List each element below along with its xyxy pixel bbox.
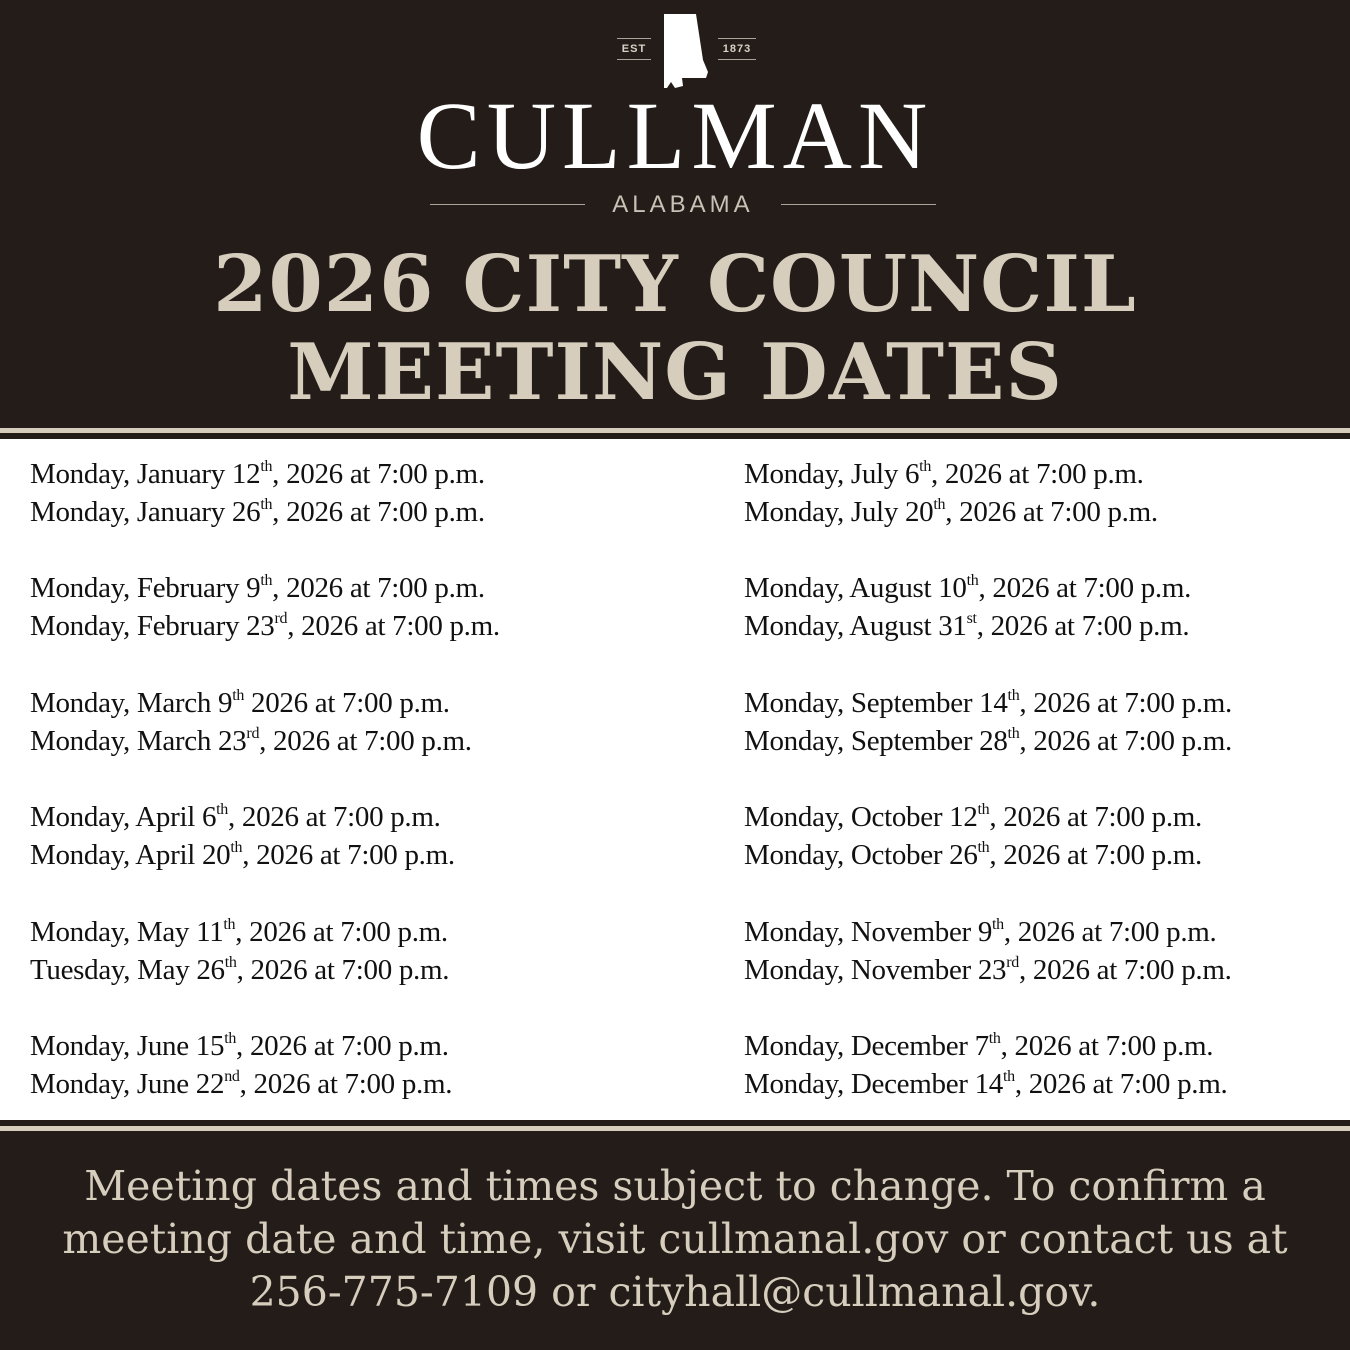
- month-group: [30, 798, 720, 874]
- ordinal-suffix: th: [224, 953, 237, 971]
- ordinal-suffix: th: [260, 496, 273, 513]
- meeting-date-day: Monday, January 12: [30, 458, 261, 490]
- ordinal-suffix: th: [988, 1029, 1001, 1047]
- meeting-date-day: Monday, January 26: [30, 496, 261, 528]
- ordinal-suffix: th: [1007, 724, 1020, 742]
- meeting-date: [744, 493, 1344, 531]
- month-group: [744, 455, 1344, 531]
- meeting-date-time: 2026 at 7:00 p.m.: [244, 686, 450, 719]
- divider-line: [0, 428, 1350, 433]
- ordinal-suffix: st: [966, 610, 977, 628]
- ordinal-suffix: rd: [246, 724, 260, 742]
- month-group: [744, 684, 1344, 760]
- page-title: 2026 CITY COUNCIL: [213, 239, 1137, 330]
- month-group: [744, 913, 1344, 989]
- city-name: CULLMAN: [416, 82, 934, 189]
- divider: [0, 1120, 1350, 1134]
- meeting-date: [30, 1065, 720, 1103]
- ordinal-suffix: th: [992, 915, 1004, 933]
- meeting-date-time: , 2026 at 7:00 p.m.: [236, 953, 450, 986]
- meeting-date: [30, 798, 720, 836]
- meeting-date-day: Monday, November 23: [744, 953, 1007, 986]
- meeting-date-day: Monday, February 23: [30, 610, 275, 643]
- meeting-date-time: , 2026 at 7:00 p.m.: [1019, 686, 1232, 719]
- change-notice: Meeting dates and times subject to change. To confirm a meeting date and time, visit cullmanal.gov or contact us at 256-775-7109 or cityhall@cullmanal.gov.: [62, 1162, 1288, 1316]
- ordinal-suffix: nd: [224, 1067, 240, 1085]
- meeting-date: [744, 722, 1344, 760]
- meeting-date: [744, 684, 1344, 722]
- meeting-date-time: , 2026 at 7:00 p.m.: [978, 572, 1192, 605]
- meeting-date-time: , 2026 at 7:00 p.m.: [1003, 915, 1217, 948]
- ordinal-suffix: th: [1002, 1067, 1015, 1085]
- ordinal-suffix: th: [919, 458, 932, 475]
- meeting-date: [744, 913, 1344, 951]
- ordinal-suffix: th: [216, 801, 228, 819]
- ordinal-suffix: th: [224, 1029, 237, 1047]
- meeting-date-time: , 2026 at 7:00 p.m.: [931, 458, 1144, 490]
- meeting-date-day: Monday, June 22: [30, 1067, 225, 1100]
- meeting-date: [744, 798, 1344, 836]
- ordinal-suffix: th: [1007, 686, 1020, 704]
- meeting-date: [30, 607, 720, 645]
- meeting-date: [30, 913, 720, 951]
- meeting-date-day: Monday, September 28: [744, 724, 1008, 757]
- meeting-date-time: , 2026 at 7:00 p.m.: [976, 610, 1190, 643]
- meeting-date-time: , 2026 at 7:00 p.m.: [272, 458, 485, 490]
- meeting-date-time: , 2026 at 7:00 p.m.: [235, 915, 448, 948]
- meeting-date: [744, 951, 1344, 989]
- meeting-date-day: Monday, March 23: [30, 724, 247, 757]
- meeting-date-day: Monday, August 31: [744, 610, 967, 643]
- ordinal-suffix: rd: [1006, 953, 1019, 971]
- divider: [0, 425, 1350, 439]
- meeting-date: [30, 455, 720, 493]
- meeting-date-time: , 2026 at 7:00 p.m.: [239, 1067, 453, 1100]
- month-group: [744, 1027, 1344, 1103]
- meeting-date-time: , 2026 at 7:00 p.m.: [242, 839, 455, 872]
- meeting-date-day: Monday, October 26: [744, 839, 978, 872]
- ordinal-suffix: th: [232, 686, 245, 704]
- month-group: [744, 569, 1344, 645]
- ordinal-suffix: th: [223, 915, 236, 933]
- page-subtitle: MEETING DATES: [287, 327, 1063, 418]
- meeting-date: [30, 569, 720, 607]
- schedule-column-left: [30, 455, 720, 1141]
- meeting-date: [744, 607, 1344, 645]
- month-group: [30, 1027, 720, 1103]
- meeting-date-time: , 2026 at 7:00 p.m.: [989, 839, 1202, 872]
- est-label: EST: [617, 38, 651, 60]
- month-group: [30, 684, 720, 760]
- meeting-date-time: , 2026 at 7:00 p.m.: [1000, 1029, 1214, 1062]
- meeting-date: [744, 1065, 1344, 1103]
- meeting-date: [30, 684, 720, 722]
- meeting-date: [30, 493, 720, 531]
- meeting-date: [30, 951, 720, 989]
- ordinal-suffix: th: [977, 839, 990, 857]
- footer: [0, 1134, 1350, 1350]
- meeting-schedule: [0, 439, 1350, 1120]
- ordinal-suffix: th: [977, 801, 990, 819]
- divider: [781, 204, 936, 205]
- divider-line: [0, 1126, 1350, 1131]
- meeting-date-day: Monday, April 20: [30, 839, 231, 872]
- state-row: [430, 190, 936, 220]
- ordinal-suffix: rd: [274, 610, 288, 628]
- meeting-date: [744, 455, 1344, 493]
- meeting-date-day: Monday, May 11: [30, 915, 224, 948]
- ordinal-suffix: th: [230, 839, 243, 857]
- meeting-date-day: Monday, September 14: [744, 686, 1008, 719]
- meeting-date-day: Monday, June 15: [30, 1029, 225, 1062]
- meeting-date-day: Monday, August 10: [744, 572, 967, 605]
- meeting-date-time: , 2026 at 7:00 p.m.: [259, 724, 472, 757]
- state-name: ALABAMA: [612, 191, 754, 218]
- year-label: 1873: [718, 38, 756, 60]
- city-logo: [0, 0, 1350, 230]
- month-group: [30, 455, 720, 531]
- month-group: [744, 798, 1344, 874]
- ordinal-suffix: th: [933, 496, 946, 513]
- ordinal-suffix: th: [260, 458, 273, 475]
- meeting-date-time: , 2026 at 7:00 p.m.: [1019, 724, 1232, 757]
- meeting-date-time: , 2026 at 7:00 p.m.: [945, 496, 1158, 528]
- meeting-date: [30, 836, 720, 874]
- meeting-date-day: Monday, March 9: [30, 686, 233, 719]
- meeting-date-time: , 2026 at 7:00 p.m.: [228, 801, 441, 834]
- meeting-date-time: , 2026 at 7:00 p.m.: [272, 496, 485, 528]
- meeting-date-time: , 2026 at 7:00 p.m.: [272, 572, 485, 605]
- meeting-date-time: , 2026 at 7:00 p.m.: [1018, 953, 1232, 986]
- ordinal-suffix: th: [260, 572, 273, 590]
- meeting-date-day: Monday, July 6: [744, 458, 920, 490]
- meeting-date: [744, 836, 1344, 874]
- header: [0, 0, 1350, 425]
- meeting-date-time: , 2026 at 7:00 p.m.: [989, 801, 1202, 834]
- meeting-date: [30, 1027, 720, 1065]
- meeting-date-time: , 2026 at 7:00 p.m.: [1014, 1067, 1228, 1100]
- meeting-date: [744, 569, 1344, 607]
- meeting-date-day: Monday, December 14: [744, 1067, 1003, 1100]
- meeting-date-day: Monday, July 20: [744, 496, 934, 528]
- month-group: [30, 913, 720, 989]
- meeting-date-day: Monday, November 9: [744, 915, 993, 948]
- meeting-date: [744, 1027, 1344, 1065]
- month-group: [30, 569, 720, 645]
- meeting-date-day: Monday, December 7: [744, 1029, 989, 1062]
- meeting-date-time: , 2026 at 7:00 p.m.: [287, 610, 500, 643]
- ordinal-suffix: th: [966, 572, 979, 590]
- meeting-date-day: Monday, February 9: [30, 572, 261, 605]
- meeting-date-day: Tuesday, May 26: [30, 953, 225, 986]
- meeting-date-day: Monday, October 12: [744, 801, 978, 834]
- meeting-date-day: Monday, April 6: [30, 801, 217, 834]
- schedule-column-right: [744, 455, 1344, 1141]
- meeting-date: [30, 722, 720, 760]
- alabama-state-icon: [656, 12, 716, 90]
- meeting-date-time: , 2026 at 7:00 p.m.: [236, 1029, 449, 1062]
